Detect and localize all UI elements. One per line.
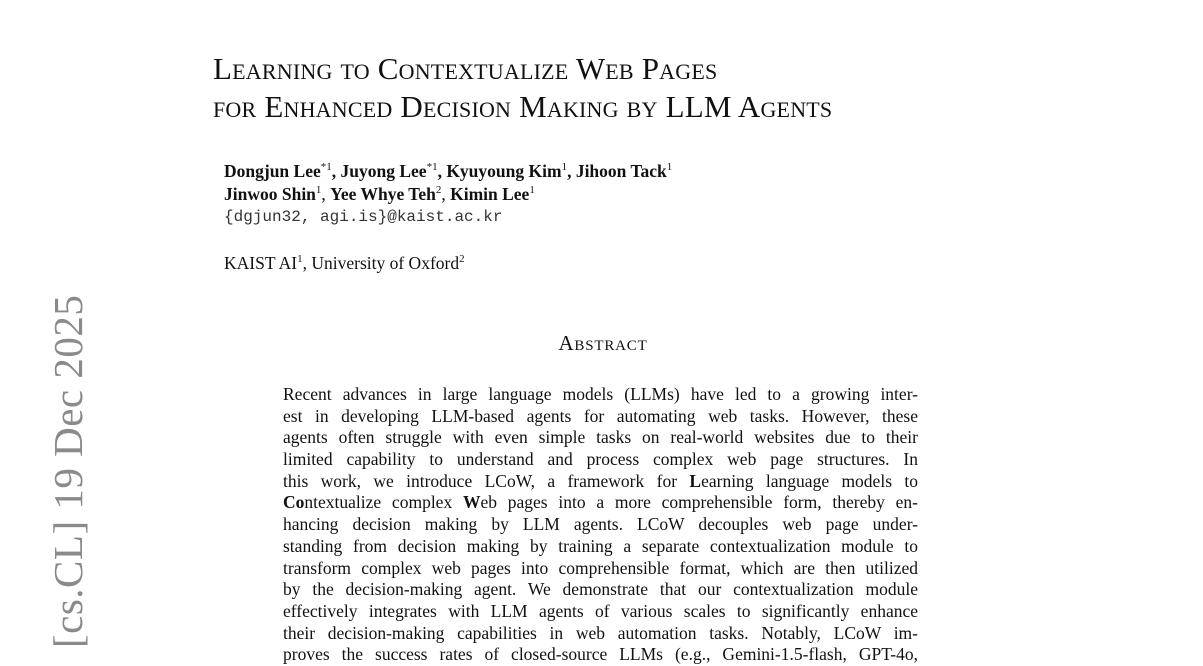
affiliation-mark: 1 — [297, 253, 303, 266]
author-line-2: Jinwoo Shin$^1$, Yee Whye Teh$^2$, Kimin Lee$^1$ — [224, 184, 535, 204]
abstract-line: limited capability to understand and process complex web page structures. In — [283, 449, 918, 470]
abstract-line: their decision-making capabilities in web automation tasks. Notably, LCoW im- — [283, 622, 918, 643]
author-name: Dongjun Lee — [224, 161, 321, 181]
author-affil-mark: 1 — [315, 184, 322, 197]
affiliation-mark: 2 — [459, 253, 465, 266]
arxiv-stamp: [cs.CL] 19 Dec 2025 — [45, 294, 91, 648]
author-affil-mark: 1 — [561, 161, 568, 174]
abstract-line: effectively integrates with LLM agents of various scales to significantly enhance — [283, 600, 918, 621]
author-name: Kimin Lee — [450, 184, 530, 204]
author-name: Jihoon Tack — [575, 161, 667, 181]
abstract-line: hancing decision making by LLM agents. LCoW decouples web page under- — [283, 514, 918, 535]
title-line-2: for Enhanced Decision Making by LLM Agents — [213, 89, 833, 124]
abstract-body — [283, 384, 918, 666]
title-line-1: Learning to Contextualize Web Pages — [213, 51, 718, 86]
author-affil-mark: 2 — [435, 184, 442, 197]
author-affil-mark: *1 — [320, 161, 332, 174]
abstract-line-bold-initials: this work, we introduce LCoW, a framework for Learning language models to — [283, 470, 918, 491]
author-name: Kyuyoung Kim — [446, 161, 562, 181]
author-name: Yee Whye Teh — [330, 184, 436, 204]
author-block — [224, 160, 672, 229]
author-name: Juyong Lee — [340, 161, 427, 181]
abstract-line: by the decision-making agent. We demonstrate that our contextualization module — [283, 579, 918, 600]
author-email: {dgjun32, agi.is}@kaist.ac.kr — [224, 208, 503, 226]
affiliation-name: University of Oxford — [311, 253, 460, 273]
affiliation-name: KAIST AI — [224, 253, 298, 273]
abstract-line: Recent advances in large language models (LLMs) have led to a growing inter- — [283, 384, 918, 404]
abstract-line: standing from decision making by training a separate contextualization module to — [283, 535, 918, 556]
author-affil-mark: *1 — [426, 161, 438, 174]
abstract-line: agents often struggle with even simple tasks on real-world websites due to their — [283, 427, 918, 448]
author-line-1: Dongjun Lee$^{*1}$, Juyong Lee$^{*1}$, Kyuyoung Kim$^1$, Jihoon Tack$^1$ — [224, 161, 673, 181]
abstract-line: transform complex web pages into comprehensible format, which are then utilized — [283, 557, 918, 578]
author-affil-mark: 1 — [529, 184, 535, 197]
abstract-line-bold-initials: Contextualize complex Web pages into a more comprehensible form, thereby en- — [283, 492, 918, 513]
affiliations: KAIST $AI^1$, University of Oxford$^2$ — [224, 253, 465, 273]
abstract-line: est in developing LLM-based agents for automating web tasks. However, these — [283, 405, 918, 426]
abstract-heading: Abstract — [558, 331, 648, 355]
paper-title — [213, 50, 832, 126]
author-affil-mark: 1 — [666, 161, 673, 174]
abstract-line: proves the success rates of closed-source LLMs (e.g., Gemini-1.5-flash, GPT-4o, — [283, 644, 918, 665]
author-name: Jinwoo Shin — [224, 184, 316, 204]
